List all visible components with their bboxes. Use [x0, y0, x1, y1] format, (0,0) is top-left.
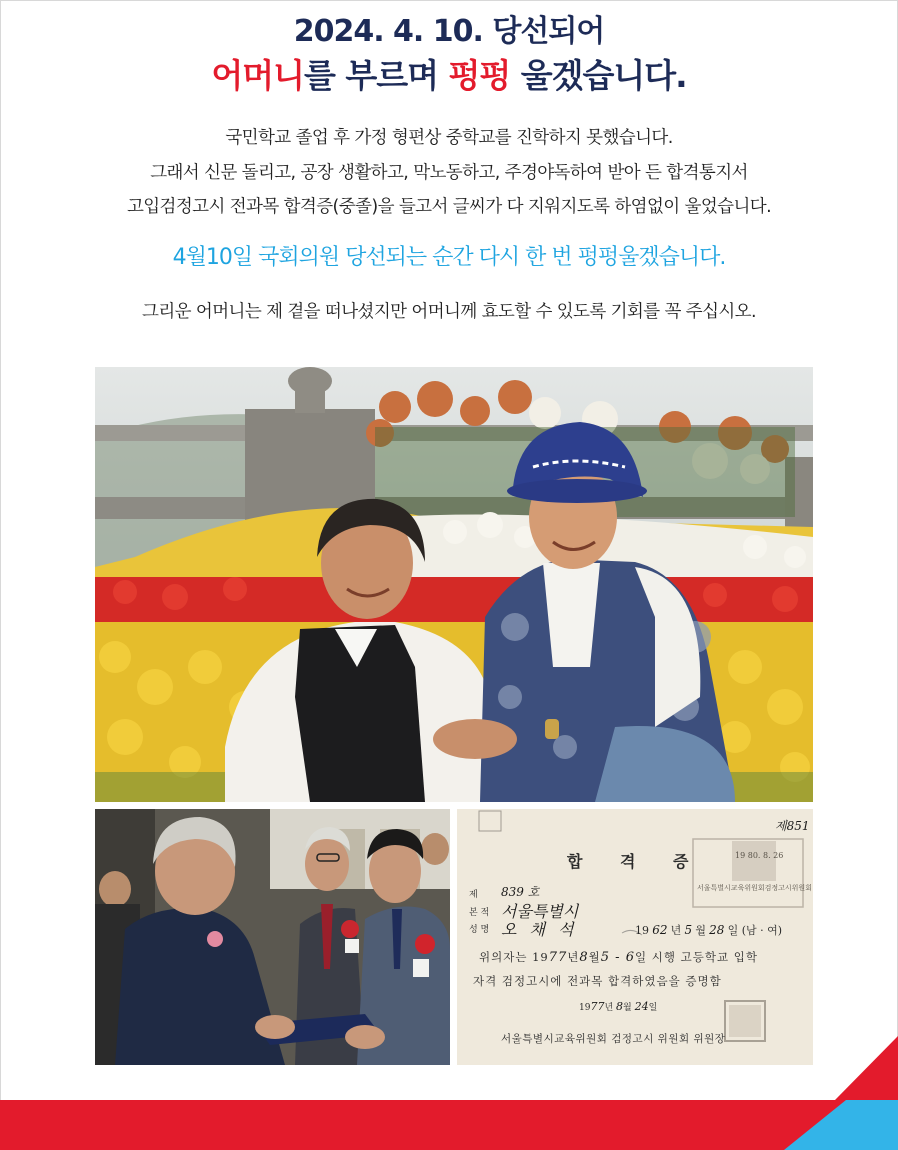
photo-award-ceremony: [95, 809, 450, 1065]
certificate-domicile-value: 서울특별시: [501, 902, 579, 921]
birth-month-unit: 월: [695, 924, 706, 937]
date-a: 19: [579, 1003, 591, 1013]
headline-mother: 어머니: [211, 56, 304, 95]
date-month: 8: [616, 1000, 624, 1013]
certificate-birthdate: [635, 922, 782, 938]
headline-call: 를 부르며: [303, 56, 449, 95]
body-paragraph-4: 그리운 어머니는 제 곁을 떠나셨지만 어머니께 효도할 수 있도록 기회를 꼭 주십시오.: [142, 302, 756, 322]
photo-mother-and-son-illustration: [95, 367, 813, 802]
certificate-title: 합 격 증: [567, 852, 705, 871]
body-line1-e: 월: [588, 950, 601, 964]
date-e: 월: [623, 1003, 632, 1013]
headline-main: [0, 50, 898, 97]
certificate-number-value: 839 호: [501, 885, 540, 899]
corner-blue-triangle: [784, 1100, 898, 1150]
certificate-stamp-date: 19 80. 8. 26: [735, 851, 784, 860]
certificate-issue-date: [579, 1000, 657, 1013]
certificate-number-label: 제: [469, 890, 478, 900]
certificate-body-line-1: [479, 949, 758, 965]
certificate-body-line-2: 자격 검정고시에 전과목 합격하였음을 증명함: [473, 974, 722, 988]
body-paragraph-1: 국민학교 졸업 후 가정 형편상 중학교를 진학하지 못했습니다.: [225, 128, 673, 148]
exam-pass-certificate: [457, 809, 813, 1065]
birth-year: 62: [652, 923, 668, 937]
birth-day-unit: 일 (남 · 여): [727, 924, 783, 937]
date-g: 일: [648, 1003, 658, 1013]
photo-mother-and-son: [95, 367, 813, 802]
body-line1-days: 5 - 6: [600, 950, 635, 965]
highlight-promise: 4월10일 국회의원 당선되는 순간 다시 한 번 펑펑울겠습니다.: [172, 245, 726, 270]
body-line1-g: 일 시행 고등학교 입학: [634, 950, 758, 964]
certificate-issuer: 서울특별시교육위원회 검정고시 위원회 위원장: [501, 1033, 726, 1045]
certificate-name-value: 오 채 석: [501, 920, 578, 939]
corner-accent-graphic: [780, 1036, 898, 1150]
certificate-serial: 제851: [775, 819, 810, 833]
birth-day: 28: [709, 923, 725, 937]
date-day: 24: [634, 1000, 649, 1013]
birth-prefix: 19: [635, 924, 649, 937]
body-line1-year: 77: [548, 950, 568, 965]
bottom-red-band: [0, 1100, 898, 1150]
body-line1-a: 위의자는 19: [479, 950, 549, 964]
headline-end: 울겠습니다.: [510, 56, 687, 95]
body-line1-month: 8: [579, 950, 589, 965]
birth-month: 5: [684, 923, 693, 937]
photo-award-ceremony-illustration: [95, 809, 450, 1065]
date-c: 년: [604, 1003, 614, 1013]
body-paragraph-3: 고입검정고시 전과목 합격증(중졸)을 들고서 글씨가 다 지워지도록 하염없이 울었습니다.: [126, 197, 772, 217]
birth-year-unit: 년: [670, 924, 682, 937]
body-paragraph-2: 그래서 신문 돌리고, 공장 생활하고, 막노동하고, 주경야독하여 받아 든 합격통지서: [150, 163, 748, 183]
certificate-stamp-issuer: 서울특별시교육위원회검정고시위원회: [697, 884, 812, 892]
certificate-domicile-label: 본 적: [469, 908, 490, 918]
certificate-name-label: 성 명: [469, 925, 490, 935]
body-line1-c: 년: [567, 950, 580, 964]
headline-date: 2024. 4. 10. 당선되어: [293, 14, 605, 49]
headline-crying: 펑펑: [448, 56, 511, 95]
date-year: 77: [590, 1000, 605, 1013]
